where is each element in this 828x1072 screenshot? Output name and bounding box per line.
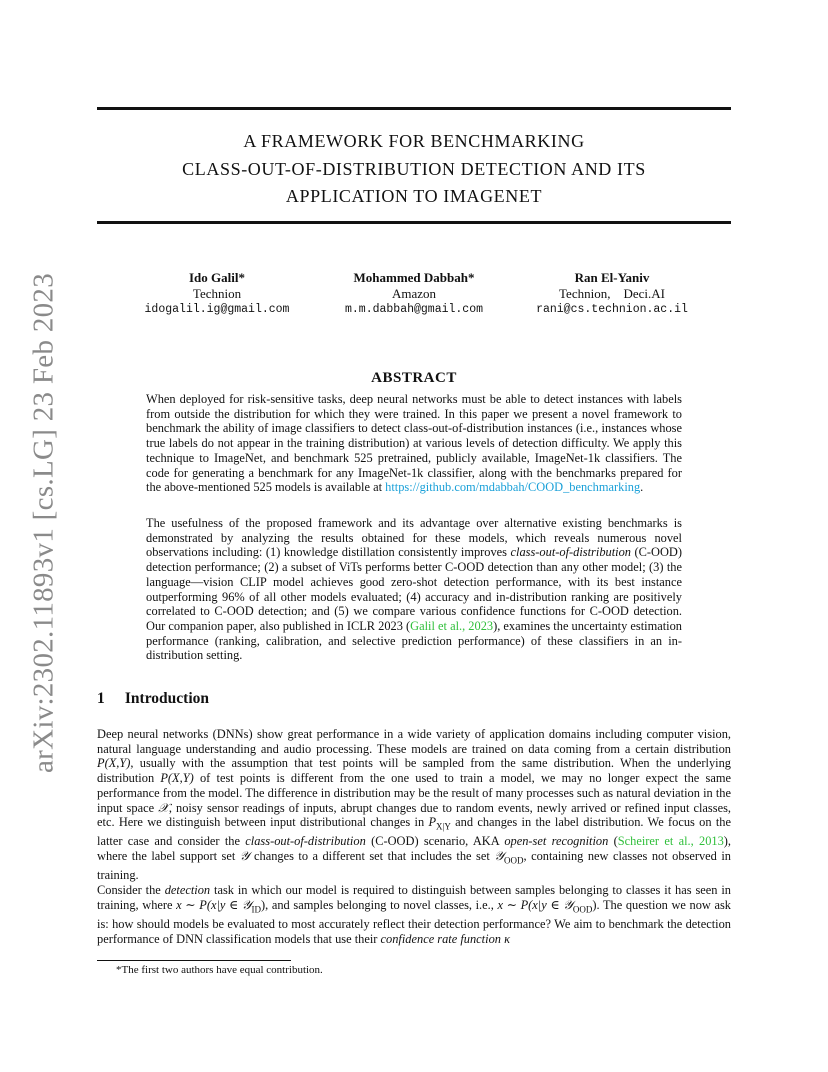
body-emphasis: confidence rate function — [380, 931, 501, 946]
intro-paragraph-1 — [97, 727, 731, 883]
section-number: 1 — [97, 690, 105, 707]
body-text: and changes in the label distribution. We focus on the latter case and consider the — [97, 815, 731, 849]
math: x ∼ P(x|y ∈ 𝒴 — [176, 897, 252, 912]
body-text: ). The question we now ask is: how should models be evaluated to most accurately reflect their detection performance? We aim to benchmark the detection performance of DNN classification models that use their — [97, 897, 731, 946]
math-subscript: ID — [251, 904, 262, 915]
math-subscript: OOD — [504, 855, 524, 866]
body-text: ), where the label support set — [97, 834, 732, 864]
arxiv-identifier: arXiv:2302.11893v1 [cs.LG] 23 Feb 2023 — [27, 272, 60, 774]
author-affiliation: Amazon — [391, 286, 437, 301]
abstract-text: The usefulness of the proposed framework and its advantage over alternative existing benchmarks is demonstrated by analyzing the results obtained for these models, which reveals numerous novel observations including: (1) knowledge distillation consistently improves — [146, 516, 682, 560]
author-email: idogalil.ig@gmail.com — [144, 303, 290, 316]
author-name: Ran El-Yaniv — [574, 270, 650, 285]
author-2 — [309, 270, 519, 318]
title-top-rule — [97, 107, 731, 110]
title-bottom-rule — [97, 221, 731, 224]
author-block — [97, 270, 731, 320]
body-emphasis: open-set recognition — [504, 834, 609, 849]
body-text: , containing new classes not observed in training. — [97, 849, 731, 883]
author-affiliation: Technion, Deci.AI — [559, 286, 665, 301]
body-text: Deep neural networks (DNNs) show great performance in a wide variety of application domains including computer vision, natural language understanding and audio processing. These models are trained on data coming from a certain distribution — [97, 727, 731, 756]
citation-link[interactable]: Galil et al., 2023 — [410, 618, 494, 633]
title-line-3: APPLICATION TO IMAGENET — [285, 186, 543, 206]
abstract-emphasis: class-out-of-distribution — [510, 545, 631, 560]
title-line-2: CLASS-OUT-OF-DISTRIBUTION DETECTION AND ITS — [182, 158, 646, 179]
arxiv-stamp — [14, 272, 74, 774]
body-text: Consider the — [97, 883, 161, 897]
paper-title — [97, 128, 731, 211]
body-text: , noisy sensor readings of inputs, abrupt changes due to random events, newly arrived or refined input classes, etc. Here we distinguish between input distributional changes in — [97, 800, 731, 830]
math: 𝒴 — [494, 849, 504, 864]
body-emphasis: detection — [164, 883, 211, 897]
abstract-paragraph-2 — [146, 516, 682, 663]
body-text: of test points is different from the one used to train a model, we may no longer expect the same performance from the model. The difference in distribution may be the result of many processes such as natural deviation in the input space — [97, 771, 731, 815]
math: x ∼ P(x|y ∈ 𝒴 — [497, 897, 573, 912]
math: P(X,Y) — [160, 771, 194, 786]
math: P — [428, 815, 437, 830]
math: κ — [504, 931, 511, 946]
section-heading — [97, 690, 209, 708]
body-emphasis: class-out-of-distribution — [245, 834, 366, 849]
abstract-text: ), examines the uncertainty estimation performance (ranking, calibration, and selective prediction performance) of these classifiers in an in-distribution setting. — [146, 618, 682, 663]
body-text: ), and samples belonging to novel classes, i.e., — [261, 897, 494, 912]
body-text: task in which our model is required to distinguish between samples belonging to classes it has seen in training, where — [97, 883, 731, 912]
body-text: ( — [613, 834, 618, 849]
footnote: *The first two authors have equal contribution. — [116, 964, 323, 976]
math: 𝒴 — [239, 849, 250, 864]
section-title: Introduction — [124, 690, 209, 707]
abstract-paragraph-1: When deployed for risk-sensitive tasks, deep neural networks must be able to detect instances with labels from outside the distribution for which they were trained. In this paper we present a novel framework to benchmark the ability of image classifiers to detect class-out-of-distribution instances (i.e., instances whose true labels do not appear in the training distribution) at various levels of detection difficulty. We apply this technique to ImageNet, and benchmark 525 pretrained, publicly available, ImageNet-1k classifiers. The code for generating a benchmark for any ImageNet-1k classifier, along with the benchmarks prepared for the above-mentioned 525 models is available at https://github.com/mdabbah/COOD_benchmarking. — [146, 392, 682, 495]
author-affiliation: Technion — [192, 286, 242, 301]
title-line-1: A FRAMEWORK FOR BENCHMARKING — [243, 131, 585, 151]
body-text: changes to a different set that includes the set — [254, 849, 490, 864]
abstract-text: When deployed for risk-sensitive tasks, deep neural networks must be able to detect instances with labels from outside the distribution for which they were trained. In this paper we present a novel framework to benchmark the ability of image classifiers to detect class-out-of-distribution instances (i.e., instances whose true labels do not appear in the training distribution) at various levels of detection difficulty. We apply this technique to ImageNet, and benchmark 525 pretrained, publicly available, ImageNet-1k classifiers. The code for generating a benchmark for any ImageNet-1k classifier, along with the benchmarks prepared for the above-mentioned 525 models is available at — [146, 392, 682, 495]
author-1 — [112, 270, 322, 318]
body-text: , usually with the assumption that test points will be sampled from the same distribution. When the underlying distribution — [97, 756, 731, 786]
author-email: rani@cs.technion.ac.il — [536, 303, 688, 316]
author-email: m.m.dabbah@gmail.com — [344, 303, 484, 316]
author-3 — [507, 270, 717, 318]
math: 𝒳 — [158, 800, 169, 815]
body-text: (C-OOD) scenario, AKA — [371, 834, 500, 849]
author-name: Mohammed Dabbah* — [353, 270, 475, 285]
math-subscript: OOD — [572, 904, 593, 915]
abstract-heading: ABSTRACT — [371, 370, 457, 386]
abstract-text: (C-OOD) detection performance; (2) a subset of ViTs performs better C-OOD detection than any other model; (3) the language—vision CLIP model achieves good zero-shot detection performance, with its best instance outperforming 96% of all other models evaluated; (4) accuracy and in-distribution ranking are positively correlated to C-OOD detection; and (5) we compare various confidence functions for C-OOD detection. Our companion paper, also published in ICLR 2023 ( — [146, 545, 682, 633]
citation-link[interactable]: Scheirer et al., 2013 — [617, 834, 724, 849]
math: P(X,Y) — [97, 756, 131, 771]
code-link[interactable]: https://github.com/mdabbah/COOD_benchmarking — [385, 480, 641, 495]
intro-paragraph-2 — [97, 883, 731, 946]
author-name: Ido Galil* — [189, 270, 245, 285]
footnote-rule — [97, 960, 291, 961]
math-subscript: X|Y — [436, 821, 451, 832]
